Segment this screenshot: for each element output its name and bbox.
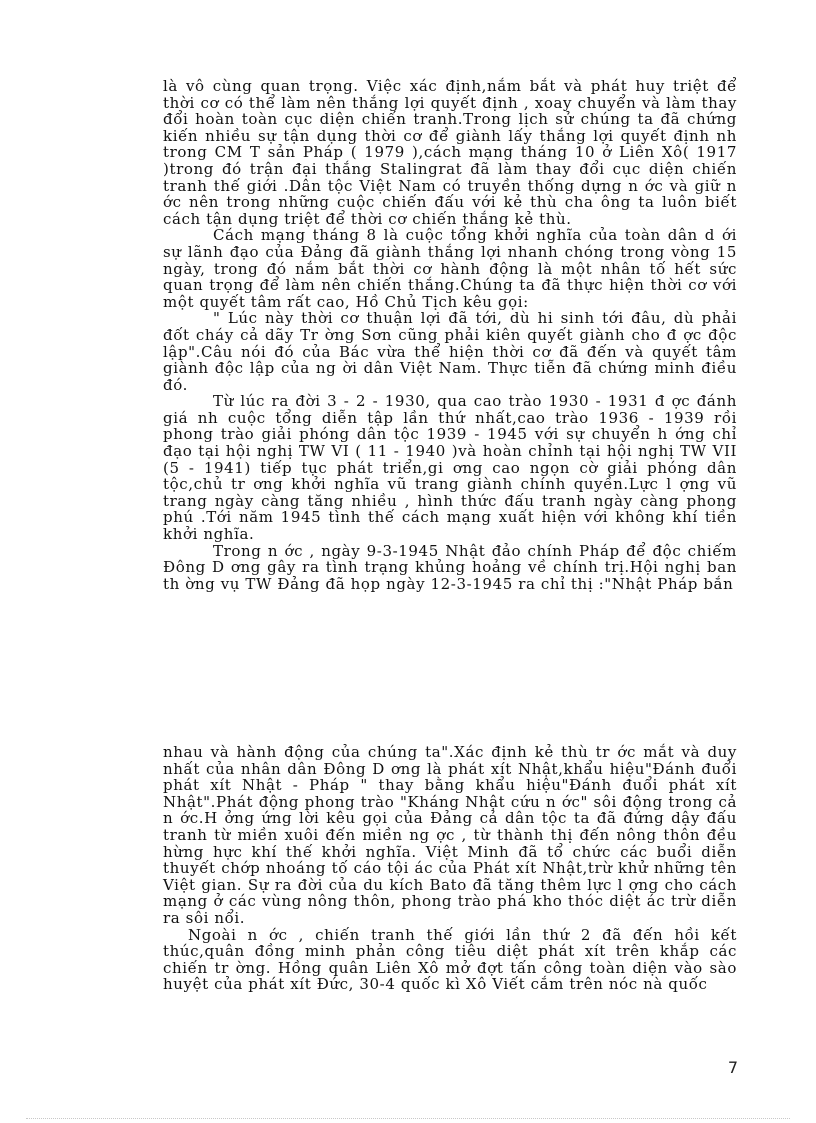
paragraph: Ngoài n ớc , chiến tranh thế giới lần thứ 2 đã đến hồi kết thúc,quân đồng minh phản công tiêu diệt phát xít trên khắp các chiến tr ờng. Hồng quân Liên Xô mở đợt tấn công toàn diện vào sào huyệt của phát xít Đức, 30-4 quốc kì Xô Viết cắm trên nóc nà quốc	[163, 925, 737, 994]
paragraph: là vô cùng quan trọng. Việc xác định,nắm bắt và phát huy triệt để thời cơ có thể làm nên thắng lợi quyết định , xoay chuyển và làm thay đổi hoàn toàn cục diện chiến tranh.Trong lịch sử chúng ta đã chứng kiến nhiều sự tận dụng thời cơ để giành lấy thắng lợi quyết định nh trong CM T sản Pháp ( 1979 ),cách mạng tháng 10 ở Liên Xô( 1917 )trong đó trận đại thắng Stalingrat đã làm thay đổi cục diện chiến tranh thế giới .Dân tộc Việt Nam có truyền thống dựng n ớc và giữ n ớc nên trong những cuộc chiến đấu với kẻ thù cha ông ta luôn biết cách tận dụng triệt để thời cơ chiến thắng kẻ thù.	[163, 77, 737, 228]
quote-paragraph: " Lúc này thời cơ thuận lợi đã tới, dù hi sinh tới đâu, dù phải đốt cháy cả dãy Tr ờng Sơn cũng phải kiên quyết giành cho đ ợc độc lập".Câu nói đó của Bác vừa thể hiện thời cơ đã đến và quyết tâm giành độc lập của ng ời dân Việt Nam. Thực tiễn đã chứng minh điều đó.	[163, 309, 737, 394]
paragraph: Cách mạng tháng 8 là cuộc tổng khởi nghĩa của toàn dân d ới sự lãnh đạo của Đảng đã giành thắng lợi nhanh chóng trong vòng 15 ngày, trong đó nắm bắt thời cơ hành động là một nhân tố hết sức quan trọng để làm nên chiến thắng.Chúng ta đã thực hiện thời cơ với một quyết tâm rất cao, Hồ Chủ Tịch kêu gọi:	[163, 226, 737, 311]
paragraph: Từ lúc ra đời 3 - 2 - 1930, qua cao trào 1930 - 1931 đ ợc đánh giá nh cuộc tổng diễn tập lần thứ nhất,cao trào 1936 - 1939 rồi phong trào giải phóng dân tộc 1939 - 1945 với sự chuyển h ớng chỉ đạo tại hội nghị TW VI ( 11 - 1940 )và hoàn chỉnh tại hội nghị TW VII (5 - 1941) tiếp tục phát triển,gi ơng cao ngọn cờ giải phóng dân tộc,chủ tr ơng khởi nghĩa vũ trang giành chính quyền.Lực l ợng vũ trang ngày càng tăng nhiều , hình thức đấu tranh ngày càng phong phú .Tới năm 1945 tình thế cách mạng xuất hiện với không khí tiền khởi nghĩa.	[163, 392, 737, 544]
footer-divider	[26, 1118, 790, 1119]
page-text-upper	[163, 78, 737, 592]
page-text-lower	[163, 744, 737, 993]
paragraph: Trong n ớc , ngày 9-3-1945 Nhật đảo chính Pháp để độc chiếm Đông D ơng gây ra tình trạng khủng hoảng về chính trị.Hội nghị ban th ờng vụ TW Đảng đã họp ngày 12-3-1945 ra chỉ thị :"Nhật Pháp bắn	[163, 541, 737, 593]
paragraph: nhau và hành động của chúng ta".Xác định kẻ thù tr ớc mắt và duy nhất của nhân dân Đông D ơng là phát xít Nhật,khẩu hiệu"Đánh đuổi phát xít Nhật - Pháp " thay bằng khẩu hiệu"Đánh đuổi phát xít Nhật".Phát động phong trào "Kháng Nhật cứu n ớc" sôi động trong cả n ớc.H ởng ứng lời kêu gọi của Đảng cả dân tộc ta đã đứng dậy đấu tranh từ miền xuôi đến miền ng ợc , từ thành thị đến nông thôn đều hừng hực khí thế khởi nghĩa. Việt Minh đã tổ chức các buổi diễn thuyết chớp nhoáng tố cáo tội ác của Phát xít Nhật,trừ khử những tên Việt gian. Sự ra đời của du kích Bato đã tăng thêm lực l ợng cho cách mạng ở các vùng nông thôn, phong trào phá kho thóc diệt ác trừ diễn ra sôi nổi.	[163, 743, 737, 927]
page-number: 7	[727, 1058, 738, 1077]
